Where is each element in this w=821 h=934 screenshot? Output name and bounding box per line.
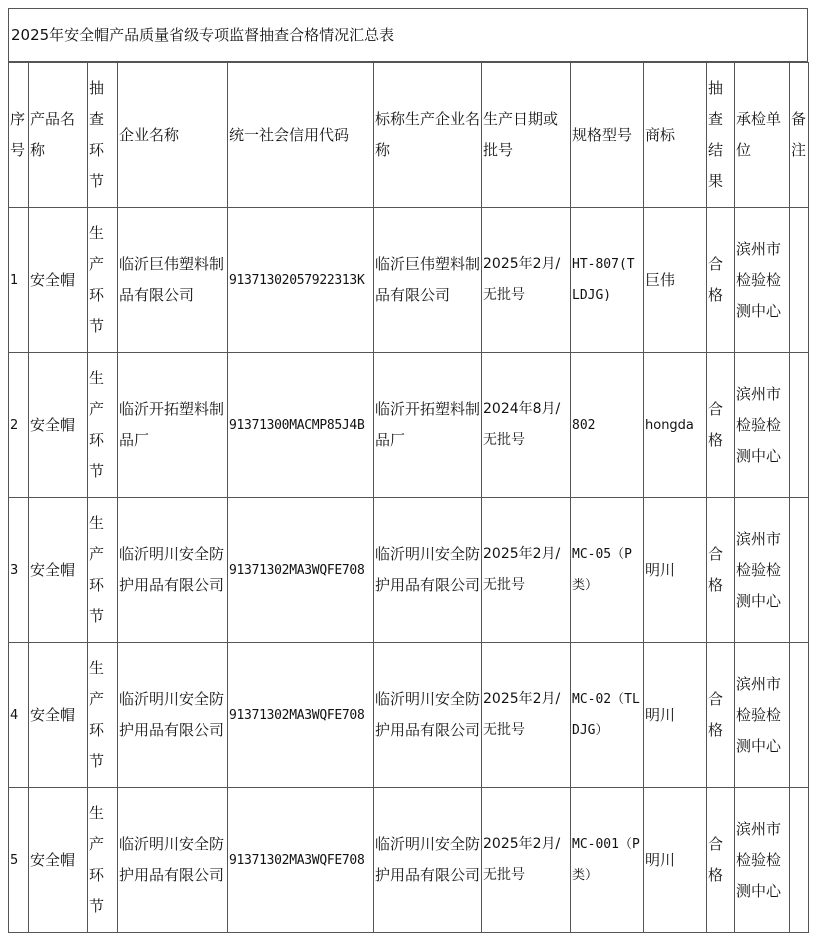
cell-credit-code: 91371302MA3WQFE708 <box>228 498 374 643</box>
cell-product: 安全帽 <box>29 353 88 498</box>
cell-date-batch: 2025年2月/无批号 <box>482 788 571 933</box>
cell-company: 临沂开拓塑料制品厂 <box>118 353 228 498</box>
cell-nominal-maker: 临沂明川安全防护用品有限公司 <box>374 498 482 643</box>
cell-stage: 生产环节 <box>88 643 118 788</box>
cell-spec: HT-807(TLDJG) <box>571 208 644 353</box>
header-brand: 商标 <box>644 63 707 208</box>
cell-remark <box>790 643 809 788</box>
cell-company: 临沂明川安全防护用品有限公司 <box>118 788 228 933</box>
header-date-batch: 生产日期或批号 <box>482 63 571 208</box>
cell-nominal-maker: 临沂明川安全防护用品有限公司 <box>374 788 482 933</box>
cell-remark <box>790 498 809 643</box>
table-row <box>9 208 809 353</box>
cell-date-batch: 2025年2月/无批号 <box>482 498 571 643</box>
header-company: 企业名称 <box>118 63 228 208</box>
cell-seq: 5 <box>9 788 29 933</box>
cell-result: 合格 <box>707 353 735 498</box>
cell-brand: 明川 <box>644 643 707 788</box>
cell-nominal-maker: 临沂明川安全防护用品有限公司 <box>374 643 482 788</box>
cell-nominal-maker: 临沂巨伟塑料制品有限公司 <box>374 208 482 353</box>
cell-date-batch: 2024年8月/无批号 <box>482 353 571 498</box>
cell-result: 合格 <box>707 498 735 643</box>
header-seq: 序号 <box>9 63 29 208</box>
cell-stage: 生产环节 <box>88 788 118 933</box>
cell-company: 临沂明川安全防护用品有限公司 <box>118 498 228 643</box>
cell-seq: 4 <box>9 643 29 788</box>
cell-spec: MC-001（P类） <box>571 788 644 933</box>
cell-company: 临沂明川安全防护用品有限公司 <box>118 643 228 788</box>
table-row <box>9 788 809 933</box>
cell-date-batch: 2025年2月/无批号 <box>482 208 571 353</box>
cell-brand: 明川 <box>644 788 707 933</box>
cell-stage: 生产环节 <box>88 353 118 498</box>
cell-seq: 3 <box>9 498 29 643</box>
cell-result: 合格 <box>707 643 735 788</box>
cell-spec: MC-05（P类） <box>571 498 644 643</box>
cell-remark <box>790 353 809 498</box>
cell-date-batch: 2025年2月/无批号 <box>482 643 571 788</box>
table-row <box>9 353 809 498</box>
header-remark: 备注 <box>790 63 809 208</box>
cell-credit-code: 91371302MA3WQFE708 <box>228 788 374 933</box>
header-spec: 规格型号 <box>571 63 644 208</box>
cell-inspector: 滨州市检验检测中心 <box>735 643 790 788</box>
header-nominal-maker: 标称生产企业名称 <box>374 63 482 208</box>
cell-brand: 明川 <box>644 498 707 643</box>
header-stage: 抽查环节 <box>88 63 118 208</box>
cell-spec: MC-02（TLDJG） <box>571 643 644 788</box>
cell-company: 临沂巨伟塑料制品有限公司 <box>118 208 228 353</box>
cell-product: 安全帽 <box>29 208 88 353</box>
cell-remark <box>790 788 809 933</box>
table-title: 2025年安全帽产品质量省级专项监督抽查合格情况汇总表 <box>8 8 808 62</box>
header-row <box>9 63 809 208</box>
header-inspector: 承检单位 <box>735 63 790 208</box>
table-row <box>9 643 809 788</box>
cell-inspector: 滨州市检验检测中心 <box>735 498 790 643</box>
header-product: 产品名称 <box>29 63 88 208</box>
header-result: 抽查结果 <box>707 63 735 208</box>
cell-spec: 802 <box>571 353 644 498</box>
cell-result: 合格 <box>707 208 735 353</box>
table-row <box>9 498 809 643</box>
cell-inspector: 滨州市检验检测中心 <box>735 353 790 498</box>
cell-remark <box>790 208 809 353</box>
cell-stage: 生产环节 <box>88 208 118 353</box>
cell-credit-code: 91371302057922313K <box>228 208 374 353</box>
cell-product: 安全帽 <box>29 788 88 933</box>
cell-inspector: 滨州市检验检测中心 <box>735 208 790 353</box>
cell-brand: hongda <box>644 353 707 498</box>
cell-inspector: 滨州市检验检测中心 <box>735 788 790 933</box>
cell-brand: 巨伟 <box>644 208 707 353</box>
summary-table <box>8 62 809 933</box>
cell-credit-code: 91371300MACMP85J4B <box>228 353 374 498</box>
cell-credit-code: 91371302MA3WQFE708 <box>228 643 374 788</box>
cell-seq: 2 <box>9 353 29 498</box>
cell-result: 合格 <box>707 788 735 933</box>
cell-nominal-maker: 临沂开拓塑料制品厂 <box>374 353 482 498</box>
cell-seq: 1 <box>9 208 29 353</box>
cell-product: 安全帽 <box>29 498 88 643</box>
cell-stage: 生产环节 <box>88 498 118 643</box>
header-credit-code: 统一社会信用代码 <box>228 63 374 208</box>
cell-product: 安全帽 <box>29 643 88 788</box>
